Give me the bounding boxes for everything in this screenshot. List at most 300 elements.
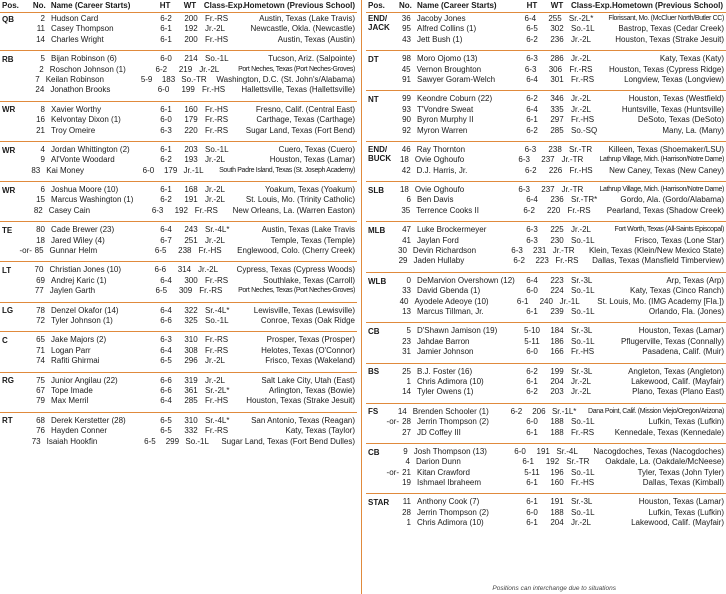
position-group	[0, 181, 357, 221]
player-hometown: Killeen, Texas (Shoemaker/LSU)	[608, 144, 724, 154]
player-height: 6-2	[160, 14, 172, 23]
player-row	[366, 155, 726, 165]
player-name: Jaylen Garth	[49, 286, 96, 296]
player-class: Sr.-2L*	[568, 14, 594, 23]
position-label-line: WR	[2, 145, 16, 155]
player-class: So.-1L	[571, 306, 595, 316]
position-label	[0, 226, 20, 235]
player-class: Sr.-3L	[571, 275, 593, 285]
player-name: Jake Majors (2)	[51, 335, 107, 345]
player-class: So.-SQ	[571, 125, 598, 135]
position-label-line: FS	[368, 407, 379, 417]
player-name: Jett Bush (1)	[417, 34, 463, 44]
player-row	[366, 497, 726, 507]
wt-header: WT	[550, 0, 564, 10]
jersey-number: 18	[399, 185, 409, 195]
player-name: Darion Dunn	[415, 457, 461, 467]
player-class: Sr.-TR	[566, 457, 590, 467]
position-label	[0, 306, 20, 315]
player-height: 6-4	[160, 305, 172, 315]
player-class: Fr.-RS	[205, 14, 229, 23]
player-row	[0, 396, 357, 406]
player-weight: 199	[550, 366, 564, 376]
player-weight: 179	[184, 115, 198, 125]
position-label	[366, 277, 386, 286]
player-class: Jr.-2L	[205, 155, 226, 165]
player-name: Roschon Johnson (1)	[49, 64, 126, 74]
player-row	[366, 478, 726, 488]
player-row	[0, 225, 357, 235]
player-row	[366, 24, 726, 34]
player-hometown: Cuero, Texas (Cuero)	[278, 144, 355, 154]
position-group	[0, 13, 357, 50]
player-row	[366, 367, 726, 377]
player-class: Fr.-HS	[205, 396, 229, 406]
player-weight: 188	[550, 417, 564, 427]
player-class: Fr.-RS	[205, 426, 229, 436]
player-name: Terrence Cooks II	[416, 205, 479, 215]
position-group	[366, 272, 726, 323]
column-header	[366, 0, 726, 13]
player-hometown: Katy, Texas (Taylor)	[285, 426, 355, 436]
position-group	[366, 443, 726, 494]
player-name: Al'Vonte Woodard	[51, 155, 115, 165]
jersey-number: 21	[402, 467, 411, 477]
player-height: 6-0	[526, 347, 538, 357]
jersey-number: 43	[402, 34, 411, 44]
player-class: Jr.-TR	[561, 155, 584, 165]
player-weight: 335	[550, 104, 564, 114]
player-weight: 219	[178, 64, 193, 74]
player-row	[0, 246, 357, 256]
jersey-number: 47	[402, 225, 411, 235]
player-name: Jahdae Barron	[417, 336, 470, 346]
position-group	[0, 221, 357, 261]
player-weight: 191	[536, 446, 550, 456]
player-name: JD Coffey III	[417, 427, 461, 437]
position-label-line: RB	[2, 54, 14, 64]
jersey-number: 72	[36, 315, 45, 325]
player-height: 6-5	[155, 286, 168, 296]
player-hometown: DeSoto, Texas (DeSoto)	[637, 115, 724, 125]
player-name: Jared Wiley (4)	[51, 235, 105, 245]
position-label	[0, 266, 19, 275]
position-label-line: QB	[2, 14, 14, 24]
player-name: Jerrin Thompson (2)	[417, 417, 489, 427]
player-class: So.-1L	[571, 235, 595, 245]
player-weight: 200	[184, 14, 198, 23]
player-row	[366, 256, 726, 266]
player-hometown: Plano, Texas (Plano East)	[632, 387, 724, 397]
player-weight: 238	[178, 246, 192, 256]
player-hometown: Austin, Texas (Lake Travis	[261, 225, 355, 235]
player-height: 6-2	[526, 125, 538, 135]
player-hometown: Tyler, Texas (John Tyler)	[637, 467, 724, 477]
player-row	[0, 166, 357, 176]
position-label	[366, 55, 386, 64]
player-name: Moro Ojomo (13)	[417, 54, 478, 64]
jersey-number: 24	[35, 85, 45, 95]
player-height: 6-3	[518, 155, 530, 165]
position-label	[0, 105, 20, 114]
player-row	[366, 326, 726, 336]
jersey-number: 6	[406, 195, 411, 205]
jersey-number: 99	[402, 94, 411, 104]
jersey-number: 28	[402, 507, 411, 517]
jersey-number: 27	[402, 427, 411, 437]
player-hometown: Salt Lake City, Utah (East)	[261, 375, 355, 385]
player-row	[0, 85, 357, 95]
player-height: 6-4	[160, 225, 172, 235]
player-row	[366, 407, 726, 417]
name-header: Name (Career Starts)	[50, 0, 131, 10]
position-group	[366, 13, 726, 50]
player-name: Jacoby Jones	[416, 14, 466, 23]
player-class: Fr.-HS	[569, 165, 593, 175]
player-row	[366, 236, 726, 246]
player-hometown: Nacogdoches, Texas (Nacogdoches)	[593, 446, 724, 456]
player-height: 6-2	[526, 34, 538, 44]
player-height: 6-1	[526, 518, 538, 528]
player-name: Tyler Owens (1)	[417, 387, 474, 397]
player-height: 6-4	[524, 14, 537, 23]
jersey-number: 29	[398, 256, 408, 266]
jersey-number: 80	[36, 225, 45, 235]
player-weight: 308	[184, 345, 198, 355]
player-name: Casey Cain	[48, 205, 91, 215]
ht-header: HT	[159, 0, 171, 10]
jersey-number: 2	[40, 14, 45, 23]
player-height: 6-6	[160, 315, 172, 325]
player-height: 6-2	[513, 256, 525, 266]
player-weight: 302	[550, 24, 564, 34]
player-weight: 230	[550, 235, 564, 245]
player-row	[0, 126, 357, 136]
player-class: Fr.-HS	[571, 115, 595, 125]
defense-depth-chart	[366, 0, 726, 594]
jersey-number: 0	[406, 275, 411, 285]
player-class: Jr.-2L	[571, 104, 592, 114]
player-weight: 231	[533, 246, 547, 256]
player-weight: 203	[184, 144, 198, 154]
player-name: Marcus Tillman, Jr.	[417, 306, 484, 316]
class-header: Class-Exp.	[571, 0, 612, 10]
depth-qualifier: -or-	[386, 417, 399, 427]
player-class: Fr.-RS	[571, 74, 595, 84]
player-weight: 346	[550, 94, 564, 104]
jersey-number: 67	[36, 385, 45, 395]
player-row	[0, 316, 357, 326]
player-height: 6-3	[511, 246, 523, 256]
jersey-number: 91	[402, 74, 411, 84]
jersey-number: 85	[34, 246, 44, 256]
player-name: Ishmael Ibraheem	[417, 478, 482, 488]
jersey-number: 35	[401, 205, 411, 215]
player-row	[366, 166, 726, 176]
player-name: Ovie Oghoufo	[414, 185, 465, 195]
player-class: Jr.-2L	[205, 24, 226, 34]
position-group	[366, 90, 726, 141]
player-weight: 236	[550, 34, 564, 44]
player-name: Jonathon Brooks	[50, 85, 111, 95]
player-hometown: Pflugerville, Texas (Connally)	[620, 336, 724, 346]
position-label-line: END/	[368, 14, 388, 24]
player-row	[366, 54, 726, 64]
position-label-line: WLB	[368, 276, 387, 286]
jersey-number: 78	[36, 305, 45, 315]
player-weight: 332	[184, 426, 198, 436]
player-row	[366, 297, 726, 307]
player-height: 6-1	[160, 104, 172, 114]
player-weight: 223	[550, 275, 564, 285]
jersey-number: 74	[36, 356, 45, 366]
player-name: Jordan Whittington (2)	[51, 144, 130, 154]
player-weight: 243	[184, 225, 198, 235]
player-hometown: Gordo, Ala. (Gordo/Alabama)	[620, 195, 724, 205]
position-label	[0, 336, 20, 345]
position-label-line: NT	[368, 95, 379, 105]
player-weight: 226	[548, 165, 563, 175]
player-class: So.-1L	[205, 315, 229, 325]
player-name: Keilan Robinson	[45, 74, 104, 84]
player-class: Jr.-2L	[571, 376, 592, 386]
player-weight: 237	[541, 185, 555, 195]
player-hometown: San Antonio, Texas (Reagan)	[251, 415, 355, 425]
player-row	[0, 376, 357, 386]
player-weight: 204	[550, 518, 564, 528]
player-weight: 301	[550, 74, 564, 84]
player-height: 5-11	[524, 336, 540, 346]
player-hometown: Southlake, Texas (Carroll)	[263, 275, 355, 285]
player-class: Sr.-3L	[571, 326, 593, 336]
player-weight: 206	[532, 406, 546, 416]
player-weight: 188	[550, 507, 564, 517]
position-group	[366, 322, 726, 362]
player-weight: 239	[550, 306, 564, 316]
player-height: 6-5	[144, 436, 156, 446]
position-group	[0, 50, 357, 101]
player-row	[366, 286, 726, 296]
player-class: Fr.-HS	[571, 347, 595, 357]
player-height: 6-6	[160, 385, 172, 395]
player-name: Charles Wright	[51, 34, 104, 44]
player-row	[0, 105, 357, 115]
player-name: Denzel Okafor (14)	[51, 305, 119, 315]
player-class: Jr.-TR	[552, 246, 575, 256]
player-height: 6-2	[526, 366, 538, 376]
player-hometown: Lathrup Village, Mich. (Harrison/Notre Dame)	[599, 156, 724, 164]
position-label-line: END/	[368, 145, 388, 155]
player-name: Ray Thornton	[416, 144, 466, 154]
player-hometown: Sugar Land, Texas (Fort Bend)	[245, 125, 355, 135]
player-hometown: Conroe, Texas (Oak Ridge	[260, 315, 355, 325]
player-name: Luke Brockermeyer	[417, 225, 487, 235]
player-class: Fr.-RS	[205, 115, 229, 125]
player-hometown: Arp, Texas (Arp)	[666, 275, 724, 285]
player-class: So.-1L	[571, 24, 595, 34]
player-weight: 168	[184, 185, 198, 195]
player-name: Ovie Oghoufo	[414, 155, 465, 165]
position-label-line: WR	[2, 185, 16, 195]
jersey-number: 77	[34, 286, 44, 296]
player-height: 6-5	[154, 246, 167, 256]
player-class: Jr.-2L	[571, 94, 592, 104]
player-height: 6-6	[154, 265, 167, 275]
player-row	[0, 236, 357, 246]
player-height: 6-2	[526, 387, 538, 397]
player-class: Jr.-2L	[571, 54, 592, 64]
player-row	[366, 246, 726, 256]
player-height: 6-3	[526, 235, 538, 245]
jersey-number: 98	[402, 54, 411, 64]
player-height: 6-5	[160, 356, 172, 366]
player-row	[366, 347, 726, 357]
player-row	[366, 65, 726, 75]
player-weight: 183	[161, 74, 176, 84]
defense-groups	[366, 13, 726, 534]
player-name: D.J. Harris, Jr.	[416, 165, 468, 175]
player-weight: 286	[550, 54, 564, 64]
player-class: Fr.-RS	[569, 64, 593, 74]
position-label-line: DT	[368, 54, 379, 64]
player-class: So.-1L	[205, 54, 229, 64]
position-group	[366, 221, 726, 272]
position-label-line: MLB	[368, 225, 386, 235]
player-name: Kelvontay Dixon (1)	[51, 115, 121, 125]
player-weight: 186	[550, 336, 564, 346]
player-class: Jr.-2L	[571, 518, 592, 528]
player-hometown: Cypress, Texas (Cypress Woods)	[236, 265, 355, 275]
player-name: David Gbenda (1)	[417, 286, 481, 296]
jersey-number: 73	[31, 436, 41, 446]
player-name: Kai Money	[46, 165, 85, 175]
player-row	[366, 518, 726, 528]
position-label	[366, 498, 390, 508]
player-hometown: Port Neches, Texas (Port Neches-Groves)	[238, 65, 355, 73]
player-weight: 191	[184, 195, 198, 205]
player-weight: 160	[550, 478, 564, 488]
player-row	[0, 75, 357, 85]
jersey-number: 90	[402, 115, 411, 125]
jersey-number: 92	[402, 125, 411, 135]
player-weight: 296	[184, 356, 198, 366]
position-group	[0, 141, 357, 181]
player-hometown: Newcastle, Okla. (Newcastle)	[250, 24, 355, 34]
jersey-number: 9	[40, 155, 45, 165]
jersey-number: 93	[402, 104, 411, 114]
player-height: 6-3	[526, 54, 538, 64]
player-weight: 160	[184, 104, 198, 114]
player-row	[0, 35, 357, 45]
player-height: 6-5	[160, 426, 172, 436]
player-hometown: Arlington, Texas (Bowie)	[268, 385, 355, 395]
player-row	[0, 54, 357, 64]
player-height: 6-1	[160, 34, 172, 44]
player-hometown: Kennedale, Texas (Kennedale)	[614, 427, 724, 437]
player-name: Devin Richardson	[412, 246, 477, 256]
player-name: Logan Parr	[51, 345, 91, 355]
player-weight: 199	[181, 85, 195, 95]
player-name: Jaden Hullaby	[413, 256, 465, 266]
ht-header: HT	[526, 0, 538, 10]
player-weight: 285	[184, 396, 198, 406]
player-class: So.-1L	[185, 436, 209, 446]
player-name: Rafiti Ghirmai	[51, 356, 100, 366]
player-class: So.-1L	[571, 336, 595, 346]
jersey-number: 42	[401, 165, 411, 175]
pos-header: Pos.	[2, 0, 19, 10]
player-name: Junior Angilau (22)	[51, 375, 118, 385]
player-class: Jr.-1L	[183, 165, 204, 175]
position-label-line: TE	[2, 225, 13, 235]
player-row	[366, 387, 726, 397]
position-group	[0, 412, 357, 452]
player-height: 6-1	[526, 478, 538, 488]
player-hometown: Lewisville, Texas (Lewisville)	[253, 305, 355, 315]
player-row	[0, 416, 357, 426]
position-label	[366, 327, 386, 336]
player-weight: 192	[545, 457, 560, 467]
player-height: 6-4	[160, 396, 172, 406]
player-height: 6-4	[526, 275, 538, 285]
position-label	[366, 367, 386, 376]
no-header: No.	[32, 0, 46, 10]
player-name: Josh Thompson (13)	[413, 446, 487, 456]
position-label-line: STAR	[368, 498, 390, 508]
jersey-number: 69	[36, 275, 45, 285]
player-class: Fr.-HS	[205, 34, 229, 44]
player-weight: 255	[548, 14, 562, 23]
player-class: Fr.-RS	[555, 256, 579, 266]
player-row	[0, 65, 357, 75]
player-row	[366, 447, 726, 457]
player-hometown: Austin, Texas (Austin)	[277, 34, 355, 44]
player-hometown: Fresno, Calif. (Central East)	[255, 104, 355, 114]
player-name: Chris Adimora (10)	[417, 518, 484, 528]
player-hometown: Prosper, Texas (Prosper)	[266, 335, 355, 345]
player-height: 6-5	[526, 24, 538, 34]
player-class: So.-TR	[181, 74, 207, 84]
player-name: Bijan Robinson (6)	[51, 54, 117, 64]
position-label	[0, 55, 20, 64]
player-hometown: Tucson, Ariz. (Salpointe)	[268, 54, 355, 64]
player-weight: 196	[550, 467, 564, 477]
jersey-number: 5	[40, 54, 45, 64]
player-class: Fr.-RS	[194, 205, 218, 215]
player-height: 6-0	[526, 286, 538, 296]
player-class: Jr.-TR	[561, 185, 584, 195]
player-row	[0, 14, 357, 24]
player-row	[0, 185, 357, 195]
player-name: Troy Omeire	[51, 125, 96, 135]
player-name: Sawyer Goram-Welch	[417, 74, 496, 84]
player-class: Sr.-1L*	[551, 406, 577, 416]
player-class: Fr.-RS	[199, 286, 223, 296]
player-hometown: Florissant, Mo. (McCluer North/Butler CC)	[608, 15, 724, 22]
position-group	[366, 181, 726, 221]
player-height: 6-1	[526, 497, 538, 507]
player-name: Vernon Broughton	[416, 64, 482, 74]
player-hometown: Hallettsville, Texas (Hallettsville)	[241, 85, 356, 95]
player-height: 6-2	[524, 165, 537, 175]
player-height: 6-6	[160, 375, 172, 385]
player-class: Jr.-2L	[198, 265, 219, 275]
position-label	[366, 95, 386, 104]
jersey-number: 1	[406, 518, 411, 528]
position-group	[366, 141, 726, 181]
player-class: Sr.-3L	[571, 366, 593, 376]
jersey-number: 28	[402, 417, 411, 427]
